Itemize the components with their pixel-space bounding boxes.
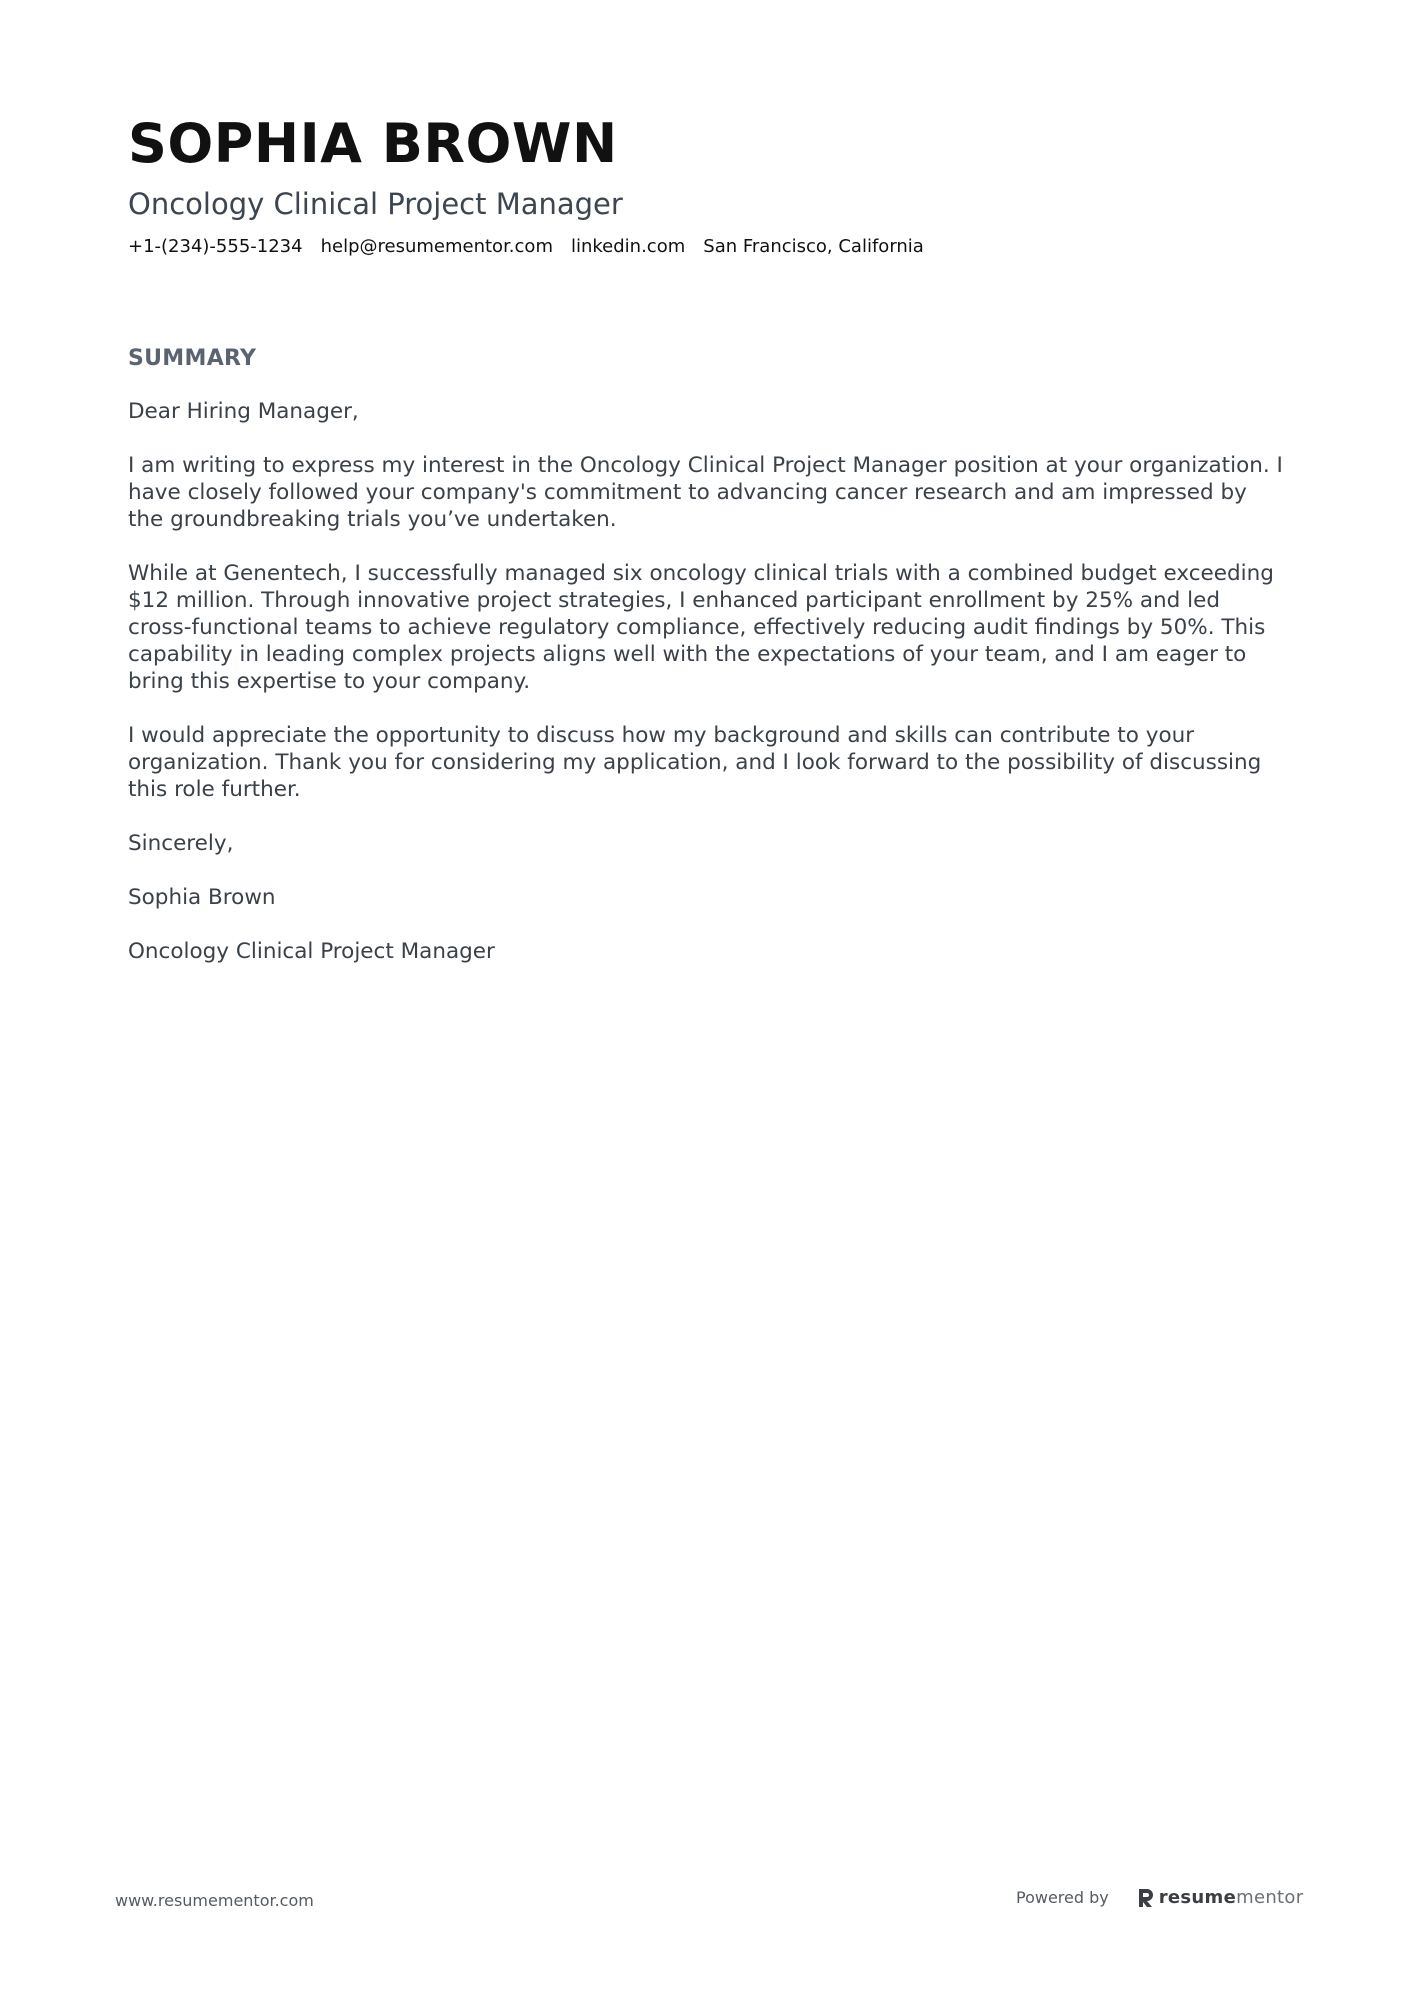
resumementor-logo-icon xyxy=(1137,1888,1155,1908)
contact-phone: +1-(234)-555-1234 xyxy=(128,236,303,257)
letter-body xyxy=(128,344,1288,992)
brand-name-bold: resume xyxy=(1158,1887,1237,1908)
letter-closing: Sincerely, xyxy=(128,831,234,856)
brand-name xyxy=(1159,1887,1304,1909)
letter-header xyxy=(128,110,1288,260)
signature-title: Oncology Clinical Project Manager xyxy=(128,939,495,964)
contact-info xyxy=(128,234,1288,260)
letter-text xyxy=(128,398,1288,965)
section-heading-summary: SUMMARY xyxy=(128,346,257,371)
applicant-name: SOPHIA BROWN xyxy=(128,112,618,175)
contact-linkedin[interactable]: linkedin.com xyxy=(570,236,686,257)
signature-name: Sophia Brown xyxy=(128,885,276,910)
contact-location: San Francisco, California xyxy=(703,236,924,257)
powered-by-label: Powered by xyxy=(1016,1888,1109,1907)
contact-email[interactable]: help@resumementor.com xyxy=(320,236,553,257)
brand-logo[interactable] xyxy=(1137,1887,1304,1909)
letter-paragraph: While at Genentech, I successfully managed six oncology clinical trials with a combined budget exceeding $12 million. Through innovative project strategies, I enhanced participant enrollment by 25% and led cross-functional teams to achieve regulatory compliance, effectively reducing audit findings by 50%. This capability in leading complex projects aligns well with the expectations of your team, and I am eager to bring this expertise to your company. xyxy=(128,561,1274,694)
letter-paragraph: I am writing to express my interest in the Oncology Clinical Project Manager position at your organization. I have closely followed your company's commitment to advancing cancer research and am impressed by the groundbreaking trials you’ve undertaken. xyxy=(128,453,1283,532)
page-footer xyxy=(0,1880,1410,1920)
powered-by xyxy=(1016,1887,1303,1909)
letter-greeting: Dear Hiring Manager, xyxy=(128,399,359,424)
applicant-title: Oncology Clinical Project Manager xyxy=(128,187,623,221)
brand-name-light: mentor xyxy=(1236,1887,1304,1908)
footer-url[interactable]: www.resumementor.com xyxy=(115,1891,314,1910)
letter-paragraph: I would appreciate the opportunity to discuss how my background and skills can contribute to your organization. Thank you for considering my application, and I look forward to the possibility of discussing this role further. xyxy=(128,723,1262,802)
